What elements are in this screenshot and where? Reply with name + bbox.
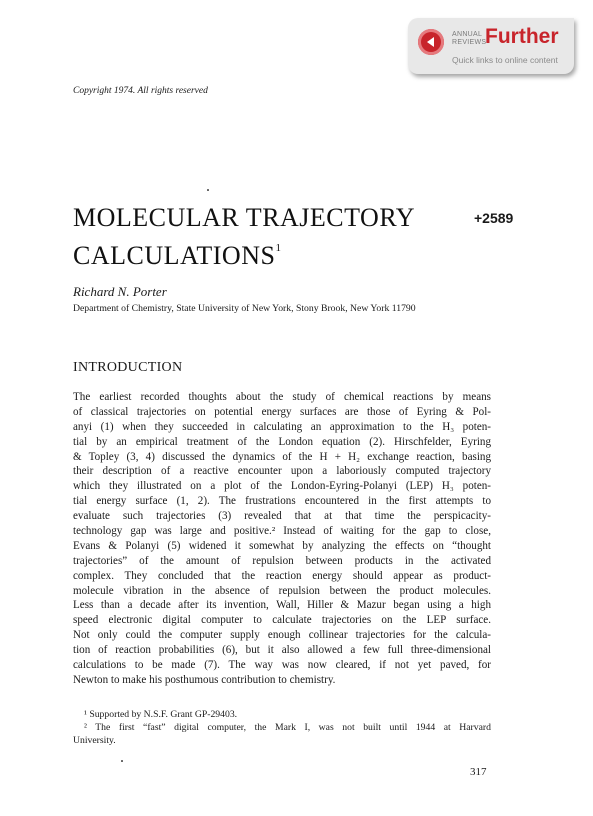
section-heading: INTRODUCTION [73,360,183,375]
body-line: tial energy surface (1, 2). The frustrations encountered in the first attempts to [73,495,491,508]
author-name: Richard N. Porter [73,284,167,299]
body-line: The earliest recorded thoughts about the study of chemical reactions by means [73,391,491,403]
page-number: 317 [470,766,487,778]
body-line: molecule vibration in the absence of repulsion between the product molecules. [73,584,491,597]
footnote-2-line-1: ² The first “fast” digital computer, the Mark I, was not built until 1944 at Harvard [84,722,491,733]
body-line: technology gap was large and positive.² Instead of waiting for the gap to close, [73,525,491,538]
badge-further-label: Further [485,25,559,48]
body-line: evaluate such trajectories (3) revealed that at that time the perspicacity- [73,510,491,523]
article-title [73,202,415,271]
body-line: calculations to be made (7). The way was now cleared, if not yet paved, for [73,659,491,672]
speck-dot [207,189,209,191]
footnotes [73,708,491,747]
body-line: of classical trajectories on potential energy surfaces are those of Eyring & Pol- [73,405,491,418]
copyright-notice: Copyright 1974. All rights reserved [73,86,208,96]
body-line: Not only could the computer supply enough collinear trajectories for the calcula- [73,629,491,642]
back-arrow-icon [418,29,444,55]
title-line-1: MOLECULAR TRAJECTORY [73,203,416,232]
body-text [73,390,491,688]
body-line: Newton to make his posthumous contribution to chemistry. [73,673,336,686]
body-line: tion of reaction probabilities (6), but it also allowed a few full three-dimensional [73,644,491,657]
body-line: Less than a decade after its invention, Wall, Hiller & Mazur began using a high [73,599,491,612]
body-line: complex. They concluded that the reaction energy should appear as product- [73,569,491,582]
body-line: anyi (1) when they succeeded in calculating an approximation to the H₃ poten- [73,420,491,433]
badge-subtitle: Quick links to online content [452,55,558,65]
badge-annual: ANNUAL [452,31,483,38]
body-line: tial by an empirical treatment of the London equation (2). Hirschfelder, Eyring [73,435,491,448]
author-affiliation: Department of Chemistry, State University of New York, Stony Brook, New York 11790 [73,303,416,314]
body-line: Evans & Polanyi (5) widened it somewhat by analyzing the effects on “thought [73,539,491,552]
article-code: +2589 [474,210,514,226]
speck-dot [121,760,123,762]
further-badge[interactable] [408,18,574,74]
body-line: which they illustrated on a plot of the London-Eyring-Polanyi (LEP) H₃ poten- [73,480,491,493]
body-line: speed electronic digital computer to calculate trajectories on the LEP surface. [73,614,491,627]
body-line: & Topley (3, 4) discussed the dynamics of the H + H₂ exchange reaction, basing [73,450,491,463]
title-footnote-marker[interactable]: 1 [275,242,282,254]
footnote-1: ¹ Supported by N.S.F. Grant GP-29403. [84,709,238,720]
body-line: their description of a reactive encounter upon a laboriously computed trajectory [73,465,491,478]
body-line: trajectories” of the amount of repulsion between products in the activated [73,554,491,567]
title-line-2: CALCULATIONS [73,241,276,270]
badge-reviews: REVIEWS [452,39,487,46]
footnote-2-line-2: University. [73,735,116,746]
